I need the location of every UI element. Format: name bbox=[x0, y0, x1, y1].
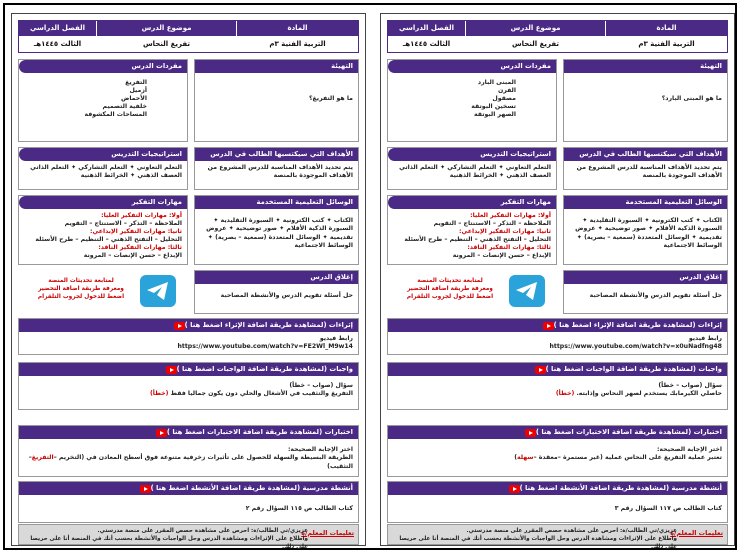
thinking-section bbox=[18, 195, 188, 265]
header-subject-label: المادة bbox=[606, 21, 727, 36]
enrichment-section bbox=[387, 318, 728, 355]
activities-text: كتاب الطالب ص ١١٧ السؤال رقم ٣ bbox=[614, 505, 722, 512]
tests-instruction: اختر الإجابة الصحيحة: bbox=[287, 446, 353, 453]
vocab-item: أزميل bbox=[129, 87, 147, 95]
header-subject-col bbox=[236, 21, 358, 52]
goals-text: يتم تحديد الأهداف المناسبة للدرس المشروع من الأهداف الموجودة بالمنصة bbox=[207, 164, 353, 180]
promo-line: اضغط للدخول لجروب التلقرام bbox=[406, 293, 494, 300]
homework-question-type: سؤال (صواب – خطأ) bbox=[289, 382, 353, 389]
promo-line: لمتابعة تحديثات المنصة bbox=[48, 278, 114, 284]
homework-section bbox=[387, 362, 728, 410]
tests-answer: سهلة bbox=[517, 454, 534, 462]
header-topic-value: تفريغ النحاس bbox=[511, 40, 560, 48]
goals-title: الأهداف التي سيكتسبها الطالب في الدرس bbox=[564, 148, 727, 161]
goals-section bbox=[563, 147, 728, 190]
header-topic-col bbox=[96, 21, 236, 52]
activities-section bbox=[387, 481, 728, 523]
vocab-section bbox=[18, 59, 188, 142]
vocab-item: المساحات المكشوفة bbox=[84, 111, 147, 119]
header-term-col bbox=[19, 21, 96, 52]
tests-question-end: ) bbox=[514, 454, 518, 462]
vocab-item: تسخين البوتقة bbox=[471, 103, 516, 111]
teacher-note-line: واطلاع على الإثراءات ومشاهدة الدرس وحل الواجبات والأنشطة بحسب أنك في المنصة أنا على حريصا على ذلك. bbox=[30, 536, 308, 551]
header-table bbox=[387, 20, 728, 53]
homework-question: حاصلي الكيرمابك يستخدم لصهر النحاس وإذابته. bbox=[576, 390, 722, 398]
header-subject-label: المادة bbox=[237, 21, 358, 36]
homework-question: التفريغ والتثقيب في الأشغال والحلي دون يكون جماليا فقط bbox=[170, 390, 353, 398]
header-term-value: الثالث ١٤٤٥هـ bbox=[402, 40, 451, 48]
activities-section bbox=[18, 481, 359, 523]
teacher-note-line: عزيزي/تي الطالب/ة: احرص على مشاهدة حصص المقرر على منصة مدرستي. bbox=[97, 528, 308, 534]
vocab-title: مفردات الدرس bbox=[19, 60, 187, 73]
closing-title: إغلاق الدرس bbox=[564, 271, 727, 284]
homework-answer: (خطأ) bbox=[555, 390, 575, 398]
vocab-title: مفردات الدرس bbox=[388, 60, 556, 73]
promo-line: اضغط للدخول لجروب التلقرام bbox=[37, 293, 125, 300]
thinking-level-title: أولا: مهارات التفكير العليا: bbox=[470, 212, 551, 219]
enrichment-link[interactable]: https://www.youtube.com/watch?v=FE2Wl_M9w14 bbox=[177, 343, 353, 351]
telegram-promo[interactable] bbox=[26, 278, 136, 301]
activities-title-text: أنشطة مدرسية (لمشاهدة طريقة اضافة الأنشطة اضغط هنا ) bbox=[519, 484, 722, 492]
header-topic-label: موضوع الدرس bbox=[466, 21, 605, 36]
header-topic-col bbox=[465, 21, 605, 52]
vocab-item: خلفية التصميم bbox=[102, 103, 147, 111]
vocab-item: مصقول bbox=[492, 95, 516, 103]
vocab-item: التفريغ bbox=[125, 79, 147, 86]
enrichment-title[interactable] bbox=[19, 319, 358, 332]
header-subject-value: التربية الفنية ٣م bbox=[269, 40, 326, 48]
warmup-text: ما هو المبنى البارد؟ bbox=[661, 95, 722, 102]
homework-title[interactable] bbox=[388, 363, 727, 376]
youtube-icon[interactable] bbox=[543, 322, 554, 330]
homework-title-text: واجبات (لمشاهدة طريقة اضافة الواجبات اضغط هنا ) bbox=[545, 365, 722, 373]
activities-title[interactable] bbox=[19, 482, 358, 495]
vocab-item: المبنى البارد bbox=[477, 79, 516, 86]
tests-question-end: –التثقيب) bbox=[28, 454, 353, 470]
aids-section bbox=[194, 195, 359, 265]
strategies-title: استراتيجيات التدريس bbox=[388, 148, 556, 161]
tests-title-text: اختبارات (لمشاهدة طريقة اضافة الاختبارات اضغط هنا ) bbox=[535, 428, 722, 436]
tests-title[interactable] bbox=[19, 426, 358, 439]
warmup-title: التهيئة bbox=[564, 60, 727, 73]
strategies-line: التعلم التعاوني ✦ التعلم التشاركي ✦ التعلم الذاتي bbox=[30, 164, 182, 171]
strategies-line: العصف الذهني ✦ الخرائط الذهنية bbox=[449, 172, 551, 180]
youtube-icon[interactable] bbox=[166, 366, 177, 374]
header-topic-label: موضوع الدرس bbox=[97, 21, 236, 36]
header-topic-value: تفريغ النحاس bbox=[142, 40, 191, 48]
strategies-title: استراتيجيات التدريس bbox=[19, 148, 187, 161]
telegram-promo[interactable] bbox=[395, 278, 505, 301]
youtube-icon[interactable] bbox=[174, 322, 185, 330]
thinking-level-text: الإبداع – حسن الإنصات – المرونة bbox=[452, 252, 551, 260]
homework-title[interactable] bbox=[19, 363, 358, 376]
activities-text: كتاب الطالب ص ١١٥ السؤال رقم ٢ bbox=[245, 505, 353, 512]
teacher-note bbox=[387, 524, 728, 551]
closing-section bbox=[194, 270, 359, 314]
header-subject-col bbox=[605, 21, 727, 52]
enrichment-label: رابط فيديو bbox=[319, 335, 353, 342]
goals-section bbox=[194, 147, 359, 190]
teacher-note-label: تعليمات المعلم/ة bbox=[670, 529, 723, 537]
warmup-title: التهيئة bbox=[195, 60, 358, 73]
strategies-line: العصف الذهني ✦ الخرائط الذهنية bbox=[80, 172, 182, 180]
thinking-level-text: التحليل – التفتح الذهني – التنظيم – طرح الأسئلة bbox=[35, 236, 182, 244]
closing-text: حل أسئلة تقويم الدرس والأنشطة المصاحبة bbox=[589, 292, 722, 299]
strategies-section bbox=[18, 147, 188, 190]
enrichment-title-text: إثراءات (لمشاهدة طريقة اضافة الإثراء اضغط هنا ) bbox=[553, 321, 722, 329]
thinking-level-text: الملاحظة – التذكر – الاستنتاج – التقويم bbox=[433, 220, 551, 228]
closing-section bbox=[563, 270, 728, 314]
thinking-level-text: الملاحظة – التذكر – الاستنتاج – التقويم bbox=[64, 220, 182, 228]
aids-text: الكتاب ✦ كتب الكترونية ✦ السبورة التقليدية ✦ السبورة الذكية الأقلام ✦ صور توضيحية ✦ عروض تقديمية ✦ الوسائل المتعددة (سمعية – بصرية) ✦ الوسائط الاجتماعية bbox=[575, 217, 722, 250]
header-term-value: الثالث ١٤٤٥هـ bbox=[33, 40, 82, 48]
telegram-icon[interactable] bbox=[509, 275, 545, 307]
promo-line: لمتابعة تحديثات المنصة bbox=[417, 278, 483, 284]
teacher-note-line: عزيزي/تي الطالب/ة: احرص على مشاهدة حصص المقرر على منصة مدرستي. bbox=[466, 528, 677, 534]
activities-title-text: أنشطة مدرسية (لمشاهدة طريقة اضافة الأنشطة اضغط هنا ) bbox=[150, 484, 353, 492]
vocab-item: الفرن bbox=[497, 87, 516, 95]
strategies-section bbox=[387, 147, 557, 190]
header-term-label: الفصل الدراسي bbox=[19, 21, 96, 36]
warmup-section bbox=[563, 59, 728, 142]
closing-text: حل أسئلة تقويم الدرس والأنشطة المصاحبة bbox=[220, 292, 353, 299]
homework-section bbox=[18, 362, 359, 410]
warmup-section bbox=[194, 59, 359, 142]
thinking-level-title: ثانيا: مهارات التفكير الإبداعي: bbox=[90, 228, 182, 236]
tests-question: الطريقة البسيطة والسهلة للحصول على تأثيرات زخرفية متنوعة فوق أسطح المعادن في (التخريم – bbox=[53, 454, 353, 462]
enrichment-section bbox=[18, 318, 359, 355]
enrichment-title-text: إثراءات (لمشاهدة طريقة اضافة الإثراء اضغط هنا ) bbox=[184, 321, 353, 329]
tests-title-text: اختبارات (لمشاهدة طريقة اضافة الاختبارات اضغط هنا ) bbox=[166, 428, 353, 436]
thinking-level-title: ثالثا: مهارات التفكير الناقد: bbox=[98, 244, 182, 252]
aids-section bbox=[563, 195, 728, 265]
youtube-icon[interactable] bbox=[525, 429, 536, 437]
thinking-level-text: الإبداع – حسن الإنصات – المرونة bbox=[83, 252, 182, 260]
tests-instruction: اختر الإجابة الصحيحة: bbox=[656, 446, 722, 453]
homework-title-text: واجبات (لمشاهدة طريقة اضافة الواجبات اضغط هنا ) bbox=[176, 365, 353, 373]
youtube-icon[interactable] bbox=[535, 366, 546, 374]
youtube-icon[interactable] bbox=[509, 485, 520, 493]
thinking-level-title: ثانيا: مهارات التفكير الإبداعي: bbox=[459, 228, 551, 236]
vocab-item: الأحماض bbox=[121, 95, 147, 103]
enrichment-link[interactable]: https://www.youtube.com/watch?v=x0uNadfng48 bbox=[549, 343, 722, 351]
youtube-icon[interactable] bbox=[156, 429, 167, 437]
lesson-plan-page-2 bbox=[11, 13, 366, 551]
promo-line: ومعرفة طريقة اضافة التحضير bbox=[407, 285, 493, 292]
homework-question-type: سؤال (صواب – خطأ) bbox=[658, 382, 722, 389]
tests-section bbox=[387, 425, 728, 477]
thinking-level-title: ثالثا: مهارات التفكير الناقد: bbox=[467, 244, 551, 252]
header-subject-value: التربية الفنية ٣م bbox=[638, 40, 695, 48]
activities-title[interactable] bbox=[388, 482, 727, 495]
thinking-section bbox=[387, 195, 557, 265]
warmup-text: ما هو التفريغ؟ bbox=[308, 95, 353, 102]
strategies-line: التعلم التعاوني ✦ التعلم التشاركي ✦ التعلم الذاتي bbox=[399, 164, 551, 171]
thinking-level-text: التحليل – التفتح الذهني – التنظيم – طرح الأسئلة bbox=[404, 236, 551, 244]
youtube-icon[interactable] bbox=[140, 485, 151, 493]
aids-title: الوسائل التعليمية المستخدمة bbox=[195, 196, 358, 209]
teacher-note-label: تعليمات المعلم/ة bbox=[301, 529, 354, 537]
promo-line: ومعرفة طريقة اضافة التحضير bbox=[38, 285, 124, 292]
closing-title: إغلاق الدرس bbox=[195, 271, 358, 284]
aids-title: الوسائل التعليمية المستخدمة bbox=[564, 196, 727, 209]
tests-question: تعتبر عملية التفريغ على النحاس عملية (غير مستمرة –معقدة – bbox=[533, 454, 722, 462]
enrichment-label: رابط فيديو bbox=[688, 335, 722, 342]
telegram-icon[interactable] bbox=[140, 275, 176, 307]
teacher-note-line: واطلاع على الإثراءات ومشاهدة الدرس وحل الواجبات والأنشطة بحسب أنك في المنصة أنا على حريصا على ذلك. bbox=[399, 536, 677, 551]
homework-answer: (خطأ) bbox=[149, 390, 169, 398]
thinking-title: مهارات التفكير bbox=[388, 196, 556, 209]
document-frame bbox=[3, 3, 737, 550]
tests-title[interactable] bbox=[388, 426, 727, 439]
header-table bbox=[18, 20, 359, 53]
header-term-col bbox=[388, 21, 465, 52]
goals-title: الأهداف التي سيكتسبها الطالب في الدرس bbox=[195, 148, 358, 161]
teacher-note bbox=[18, 524, 359, 551]
header-term-label: الفصل الدراسي bbox=[388, 21, 465, 36]
enrichment-title[interactable] bbox=[388, 319, 727, 332]
thinking-level-title: أولا: مهارات التفكير العليا: bbox=[101, 212, 182, 219]
vocab-section bbox=[387, 59, 557, 142]
tests-section bbox=[18, 425, 359, 477]
goals-text: يتم تحديد الأهداف المناسبة للدرس المشروع من الأهداف الموجودة بالمنصة bbox=[576, 164, 722, 180]
vocab-item: الصهر البوتقة bbox=[473, 111, 516, 119]
thinking-title: مهارات التفكير bbox=[19, 196, 187, 209]
lesson-plan-page-1 bbox=[380, 13, 735, 551]
aids-text: الكتاب ✦ كتب الكترونية ✦ السبورة التقليدية ✦ السبورة الذكية الأقلام ✦ صور توضيحية ✦ عروض تقديمية ✦ الوسائل المتعددة (سمعية – بصرية) ✦ الوسائط الاجتماعية bbox=[206, 217, 353, 250]
tests-answer: التفريغ bbox=[31, 454, 54, 462]
